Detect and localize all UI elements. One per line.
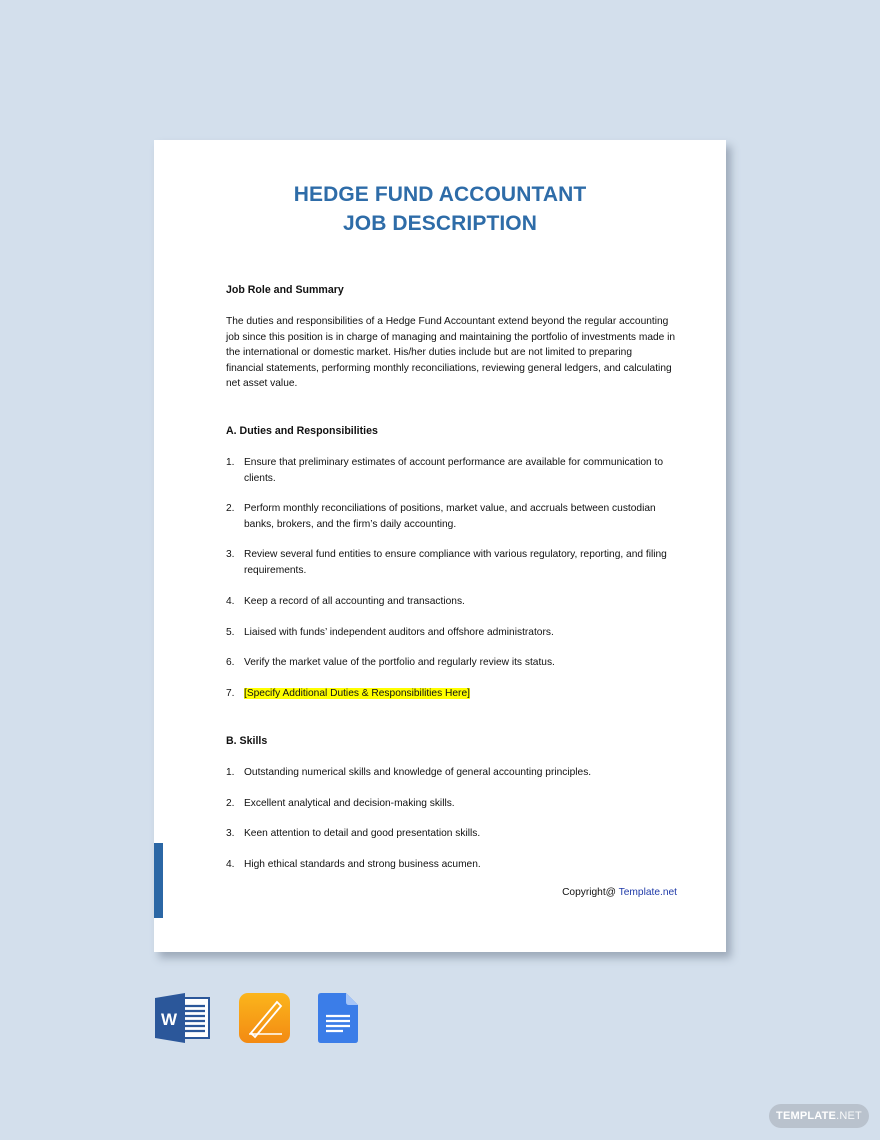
- skill-number: 4.: [226, 859, 235, 870]
- summary-paragraph: [226, 314, 682, 392]
- accent-bar: [154, 843, 163, 918]
- summary-line: The duties and responsibilities of a Hedge Fund Accountant extend beyond the regular accounting: [226, 316, 669, 327]
- duty-number: 5.: [226, 627, 235, 638]
- summary-line: net asset value.: [226, 378, 298, 389]
- skill-number: 2.: [226, 798, 235, 809]
- duties-heading: A. Duties and Responsibilities: [226, 425, 378, 437]
- badge-suffix: .NET: [836, 1110, 862, 1122]
- duty-number: 7.: [226, 688, 235, 699]
- copyright-notice: [562, 887, 677, 898]
- duty-text: Ensure that preliminary estimates of account performance are available for communication to: [244, 457, 664, 468]
- badge-brand: TEMPLATE: [776, 1110, 837, 1122]
- document-page: [154, 140, 726, 952]
- skill-number: 3.: [226, 828, 235, 839]
- summary-line: financial statements, performing monthly reconciliations, reviewing general ledgers, and calculating: [226, 362, 672, 374]
- skill-text: Outstanding numerical skills and knowledge of general accounting principles.: [244, 767, 592, 778]
- copyright-prefix: Copyright@: [562, 887, 619, 898]
- document-title: [154, 180, 726, 238]
- duty-text: clients.: [244, 472, 276, 484]
- template-net-badge[interactable]: [769, 1104, 869, 1128]
- word-icon[interactable]: [155, 992, 211, 1044]
- title-line-1: HEDGE FUND ACCOUNTANT: [293, 183, 587, 206]
- duty-text: Liaised with funds’ independent auditors and offshore administrators.: [244, 627, 554, 638]
- summary-line: job since this position is in charge of managing and maintaining the portfolio of investments made in: [226, 331, 676, 343]
- summary-heading: Job Role and Summary: [226, 284, 344, 296]
- duty-text: Verify the market value of the portfolio and regularly review its status.: [244, 657, 555, 668]
- duty-text: Perform monthly reconciliations of positions, market value, and accruals between custodian: [244, 503, 656, 514]
- duty-number: 1.: [226, 457, 235, 468]
- summary-line: the international or domestic market. His/her duties include but are not limited to preparing: [226, 347, 633, 358]
- duty-number: 4.: [226, 596, 235, 607]
- duty-number: 6.: [226, 657, 235, 668]
- skill-number: 1.: [226, 767, 235, 778]
- skill-text: Excellent analytical and decision-making skills.: [244, 798, 455, 809]
- title-line-2: JOB DESCRIPTION: [342, 212, 538, 235]
- duty-number: 3.: [226, 549, 235, 560]
- skills-heading: B. Skills: [226, 735, 268, 747]
- duty-text: Review several fund entities to ensure compliance with various regulatory, reporting, and filing: [244, 549, 667, 560]
- duty-number: 2.: [226, 503, 235, 514]
- skill-text: High ethical standards and strong business acumen.: [244, 859, 481, 870]
- highlighted-placeholder-text[interactable]: [Specify Additional Duties & Responsibilities Here]: [244, 688, 470, 699]
- template-net-link[interactable]: Template.net: [618, 887, 677, 898]
- duty-text: Keep a record of all accounting and transactions.: [244, 596, 465, 607]
- duty-text: banks, brokers, and the firm’s daily accounting.: [244, 518, 457, 530]
- svg-text:W: W: [160, 1010, 178, 1029]
- pages-icon[interactable]: [239, 992, 290, 1044]
- duty-text: requirements.: [244, 564, 307, 576]
- google-docs-icon[interactable]: [318, 992, 359, 1044]
- skill-text: Keen attention to detail and good presentation skills.: [244, 828, 481, 839]
